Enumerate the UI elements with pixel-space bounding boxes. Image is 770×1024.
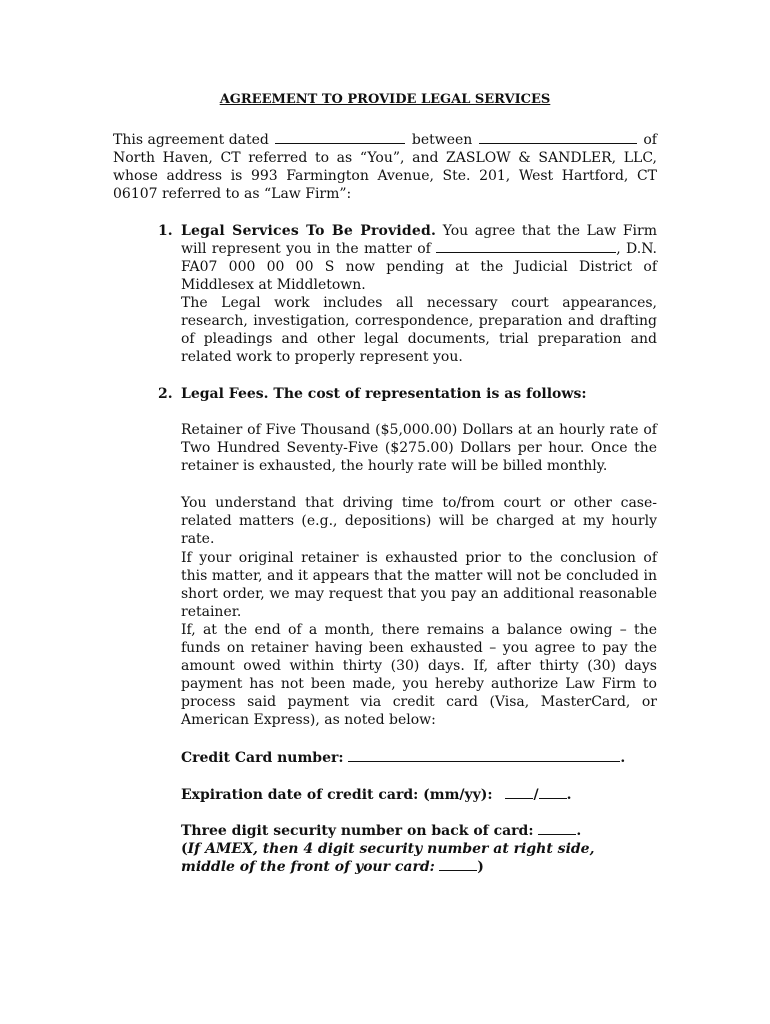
section-1-text-b: , D.N. FA07 000 00 00 S now pending at the Judicial District of Middlesex at Middletown.	[181, 241, 657, 293]
credit-card-number-row	[181, 749, 657, 767]
expiration-label: Expiration date of credit card: (mm/yy):	[181, 787, 493, 803]
intro-rest: North Haven, CT referred to as “You”, and ZASLOW & SANDLER, LLC, whose address is 993 Farmington Avenue, Ste. 201, West Hartford, CT 06107 referred to as “Law Firm”:	[113, 150, 657, 202]
section-2-heading: Legal Fees. The cost of representation is as follows:	[181, 386, 587, 402]
expiry-month-blank[interactable]	[505, 786, 533, 799]
security-number-label: Three digit security number on back of card:	[181, 823, 534, 839]
expiry-year-blank[interactable]	[539, 786, 567, 799]
between-label: between	[411, 132, 473, 148]
section-1-legal-work: The Legal work includes all necessary court appearances, research, investigation, correspondence, preparation and drafting of pleadings and other legal documents, trial preparation and related work to properly represent you.	[181, 295, 657, 365]
additional-retainer-paragraph: If your original retainer is exhausted prior to the conclusion of this matter, and it appears that the matter will not be concluded in short order, we may request that you pay an additional reasonable retainer.	[181, 550, 657, 620]
period: .	[576, 823, 582, 839]
expiration-row	[181, 786, 657, 804]
expiry-slash: /	[533, 787, 539, 803]
section-1-paragraph	[181, 222, 657, 294]
security-number-blank[interactable]	[538, 822, 576, 835]
document-title: AGREEMENT TO PROVIDE LEGAL SERVICES	[219, 92, 551, 107]
date-blank[interactable]	[275, 131, 405, 144]
matter-blank[interactable]	[436, 240, 616, 253]
intro-paragraph	[113, 131, 657, 203]
amex-security-blank[interactable]	[439, 858, 477, 871]
of-label: of	[643, 132, 657, 148]
client-name-blank[interactable]	[479, 131, 637, 144]
section-2-number: 2.	[158, 386, 173, 402]
credit-card-number-blank[interactable]	[348, 749, 620, 762]
retainer-paragraph: Retainer of Five Thousand ($5,000.00) Dollars at an hourly rate of Two Hundred Seventy-Five ($275.00) Dollars per hour. Once the retainer is exhausted, the hourly rate will be billed monthly.	[181, 422, 657, 474]
balance-owing-paragraph: If, at the end of a month, there remains a balance owing – the funds on retainer having been exhausted – you agree to pay the amount owed within thirty (30) days. If, after thirty (30) days payment has not been made, you hereby authorize Law Firm to process said payment via credit card (Visa, MasterCard, or American Express), as noted below:	[181, 622, 657, 728]
section-1-number: 1.	[158, 223, 173, 239]
section-1-text-a: You agree that the Law Firm will represent you in the matter of	[181, 223, 658, 257]
credit-card-number-label: Credit Card number:	[181, 750, 344, 766]
driving-time-paragraph: You understand that driving time to/from court or other case-related matters (e.g., depositions) will be charged at my hourly rate.	[181, 495, 657, 547]
amex-open-paren: (	[181, 841, 188, 857]
period: .	[620, 750, 626, 766]
security-number-row	[181, 822, 657, 840]
intro-label: This agreement dated	[113, 132, 269, 148]
section-1-heading: Legal Services To Be Provided.	[181, 223, 437, 239]
intro-first-line	[113, 131, 657, 149]
amex-text: If AMEX, then 4 digit security number at right side, middle of the front of your card:	[181, 841, 595, 875]
amex-close-paren: )	[477, 859, 484, 875]
amex-note	[181, 840, 627, 876]
period: .	[566, 787, 572, 803]
